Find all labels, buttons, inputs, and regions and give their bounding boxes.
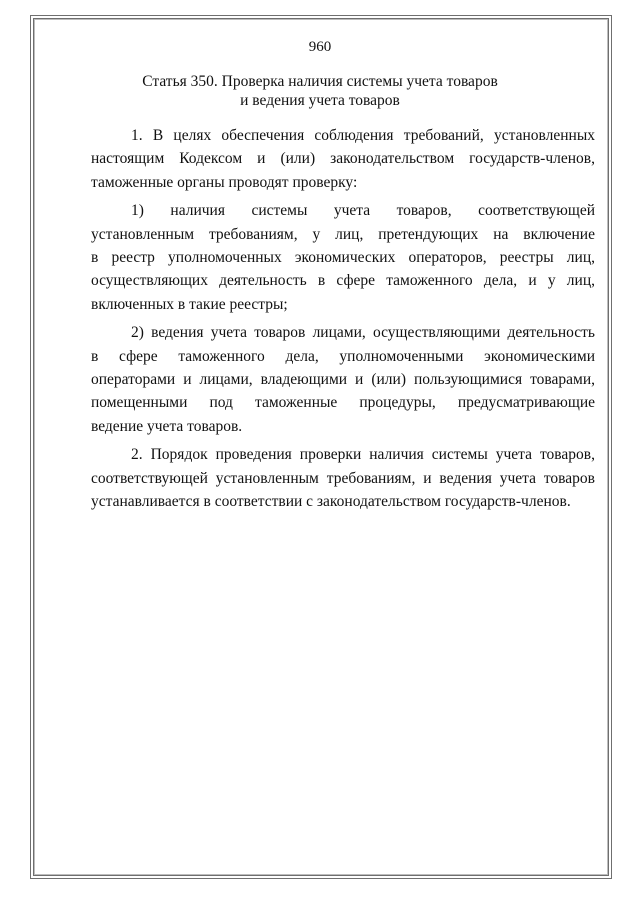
- page-number: 960: [308, 39, 332, 55]
- paragraph-item-2: [91, 321, 595, 438]
- paragraph-line: 2. Порядок проведения проверки наличия системы учета товаров,: [131, 446, 595, 464]
- article-body: [91, 124, 595, 519]
- paragraph-line: устанавливается в соответствии с законодательством государств-членов.: [91, 493, 571, 511]
- paragraph-line: помещенными под таможенные процедуры, предусматривающие: [91, 394, 595, 412]
- paragraph-2: [91, 443, 595, 513]
- article-title-line-1: Статья 350. Проверка наличия системы учета товаров: [142, 73, 498, 90]
- paragraph-line: в сфере таможенного дела, уполномоченными экономическими: [91, 347, 595, 365]
- paragraph-line: соответствующей установленным требованиям, и ведения учета товаров: [91, 469, 595, 487]
- paragraph-line: ведение учета товаров.: [91, 417, 243, 435]
- paragraph-line: 1) наличия системы учета товаров, соответствующей: [131, 202, 595, 220]
- article-title-line-2: и ведения учета товаров: [240, 92, 400, 109]
- paragraph-line: 2) ведения учета товаров лицами, осуществляющими деятельность: [131, 324, 595, 342]
- paragraph-line: настоящим Кодексом и (или) законодательством государств-членов,: [91, 150, 595, 168]
- paragraph-item-1: [91, 199, 595, 316]
- paragraph-line: включенных в такие реестры;: [91, 295, 288, 313]
- paragraph-1: [91, 124, 595, 194]
- article-title: [60, 72, 580, 110]
- paragraph-line: операторами и лицами, владеющими и (или) пользующимися товарами,: [91, 371, 595, 389]
- paragraph-line: в реестр уполномоченных экономических операторов, реестры лиц,: [91, 249, 595, 267]
- paragraph-line: установленным требованиям, у лиц, претендующих на включение: [91, 225, 595, 243]
- paragraph-line: таможенные органы проводят проверку:: [91, 173, 358, 191]
- paragraph-line: 1. В целях обеспечения соблюдения требований, установленных: [131, 127, 595, 144]
- paragraph-line: осуществляющих деятельность в сфере таможенного дела, и у лиц,: [91, 272, 595, 290]
